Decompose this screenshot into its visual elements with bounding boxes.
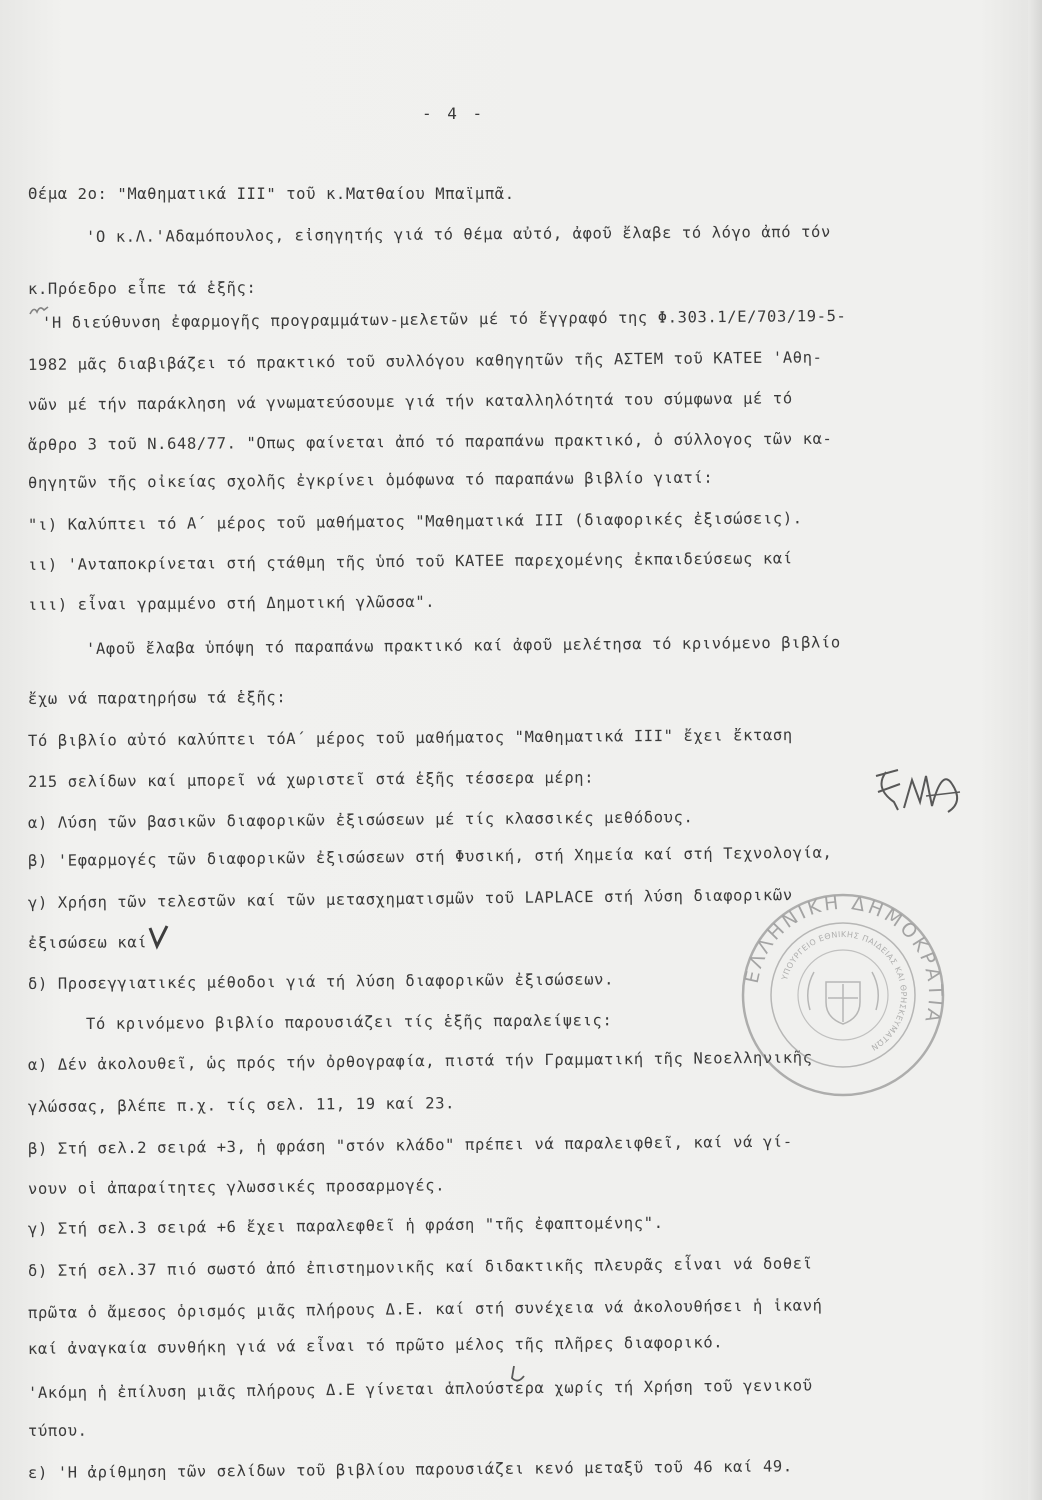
text-line: α) Δέν ἀκολουθεῖ, ὡς πρός τήν ὀρθογραφία, πιστά τήν Γραμματική τῆς Νεοελληνικῆς bbox=[27, 1048, 813, 1074]
text-line: α) Λύση τῶν βασικῶν διαφορικῶν ἐξισώσεων μέ τίς κλασσικές μεθόδους. bbox=[27, 808, 694, 832]
text-line: καί ἀναγκαία συνθήκη γιά νά εἶναι τό πρῶτο μέλος τῆς πλῆρες διαφορικό. bbox=[27, 1333, 724, 1358]
text-line: πρῶτα ὁ ἄμεσος ὁρισμός μιᾶς πλήρους Δ.Ε. καί στή συνέχεια νά ἀκολουθήσει ἡ ἱκανή bbox=[27, 1296, 823, 1322]
text-line: θηγητῶν τῆς οἰκείας σχολῆς ἐγκρίνει ὁμόφωνα τό παραπάνω βιβλίο γιατί: bbox=[27, 468, 714, 492]
text-line: δ) Στή σελ.37 πιό σωστό ἀπό ἐπιστημονικῆς καί διδακτικῆς πλευρᾶς εἶναι νά δοθεῖ bbox=[27, 1254, 813, 1280]
text-line: 1982 μᾶς διαβιβάζει τό πρακτικό τοῦ συλλόγου καθηγητῶν τῆς ΑΣΤΕΜ τοῦ ΚΑΤΕΕ 'Αθη- bbox=[27, 348, 823, 374]
text-line: ἐξισώσεω καί bbox=[27, 933, 148, 952]
text-line: δ) Προσεγγιατικές μέθοδοι γιά τή λύση διαφορικῶν ἐξισώσεων. bbox=[27, 970, 615, 993]
handwritten-correction-mark bbox=[148, 924, 170, 950]
text-line: ιιι) εἶναι γραμμένο στή Δημοτική γλῶσσα". bbox=[27, 592, 436, 614]
text-line: γ) Χρήση τῶν τελεστῶν καί τῶν μετασχηματισμῶν τοῦ LAPLACE στή λύση διαφορικῶν bbox=[27, 885, 793, 912]
text-line: ε) 'Η ἀρίθμηση τῶν σελίδων τοῦ βιβλίου παρουσιάζει κενό μεταξῦ τοῦ 46 καί 49. bbox=[27, 1457, 793, 1482]
stamp-outer-text: ΕΛΛΗΝΙΚΗ ΔΗΜΟΚΡΑΤΙΑ bbox=[740, 891, 947, 1028]
handwritten-accent-mark bbox=[508, 1364, 528, 1386]
text-line: Θέμα 2ο: "Μαθηματικά ΙΙΙ" τοῦ κ.Ματθαίου Μπαϊμπᾶ. bbox=[28, 185, 515, 203]
text-line: β) Στή σελ.2 σειρά +3, ἡ φράση "στόν κλάδο" πρέπει νά παραλειφθεῖ, καί νά γί- bbox=[27, 1132, 793, 1158]
text-line: 215 σελίδων καί μπορεῖ νά χωριστεῖ στά ἑξῆς τέσσερα μέρη: bbox=[27, 768, 595, 791]
page-number: - 4 - bbox=[422, 104, 486, 123]
svg-text:ΥΠΟΥΡΓΕΙΟ ΕΘΝΙΚΗΣ ΠΑΙΔΕΙΑΣ ΚΑΙ bbox=[780, 930, 908, 1052]
handwritten-signature bbox=[868, 762, 978, 822]
margin-pen-mark bbox=[28, 302, 50, 318]
text-line: νῶν μέ τήν παράκληση νά γνωματεύσουμε γιά τήν καταλληλότητά του σύμφωνα μέ τό bbox=[27, 389, 793, 414]
text-line: ιι) 'Ανταποκρίνεται στή ςτάθμη τῆς ὑπό τοῦ ΚΑΤΕΕ παρεχομένης ἐκπαιδεύσεως καί bbox=[27, 549, 793, 574]
stamp-inner-text: ΥΠΟΥΡΓΕΙΟ ΕΘΝΙΚΗΣ ΠΑΙΔΕΙΑΣ ΚΑΙ ΘΡΗΣΚΕΥΜΑΤΩΝ bbox=[780, 929, 909, 1053]
text-line: 'Η διεύθυνση ἐφαρμογῆς προγραμμάτων-μελετῶν μέ τό ἔγγραφό της Φ.303.1/Ε/703/19-5- bbox=[41, 306, 847, 332]
text-line: Τό βιβλίο αὐτό καλύπτει τόΑ΄ μέρος τοῦ μαθήματος "Μαθηματικά ΙΙΙ" ἔχει ἔκταση bbox=[27, 725, 793, 750]
official-stamp bbox=[738, 890, 948, 1100]
text-line: κ.Πρόεδρο εἶπε τά ἑξῆς: bbox=[27, 278, 257, 298]
text-line: ἔχω νά παρατηρήσω τά ἑξῆς: bbox=[27, 688, 287, 708]
text-line: Τό κρινόμενο βιβλίο παρουσιάζει τίς ἑξῆς παραλείψεις: bbox=[85, 1011, 613, 1033]
text-line: 'Αφοῦ ἔλαβα ὑπόψη τό παραπάνω πρακτικό καί ἀφοῦ μελέτησα τό κρινόμενο βιβλίο bbox=[85, 633, 841, 658]
text-line: νουν οἱ ἀπαραίτητες γλωσσικές προσαρμογές. bbox=[27, 1176, 446, 1198]
text-line: "ι) Καλύπτει τό Α΄ μέρος τοῦ μαθήματος "Μαθηματικά ΙΙΙ (διαφορικές ἐξισώσεις). bbox=[27, 509, 803, 534]
text-line: γ) Στή σελ.3 σειρά +6 ἔχει παραλεφθεῖ ἡ φράση "τῆς ἐφαπτομένης". bbox=[27, 1213, 664, 1238]
page-edge-shadow bbox=[1028, 0, 1042, 1500]
text-line: 'Ο κ.Λ.'Αδαμόπουλος, εἰσηγητής γιά τό θέμα αὐτό, ἀφοῦ ἔλαβε τό λόγο ἀπό τόν bbox=[85, 222, 831, 246]
text-line: γλώσσας, βλέπε π.χ. τίς σελ. 11, 19 καί 23. bbox=[27, 1094, 456, 1116]
text-line: ἄρθρο 3 τοῦ Ν.648/77. "Οπως φαίνεται ἀπό τό παραπάνω πρακτικό, ὁ σύλλογος τῶν κα- bbox=[27, 429, 833, 454]
text-line: 'Ακόμη ἡ ἐπίλυση μιᾶς πλήρους Δ.Ε γίνεται ἁπλούστερα χωρίς τή Χρήση τοῦ γενικοῦ bbox=[27, 1376, 813, 1402]
text-line: τύπου. bbox=[27, 1421, 88, 1440]
coat-of-arms-icon bbox=[808, 972, 879, 1024]
text-line: β) 'Εφαρμογές τῶν διαφορικῶν ἐξισώσεων στή Φυσική, στή Χημεία καί στή Τεχνολογία, bbox=[27, 843, 833, 870]
